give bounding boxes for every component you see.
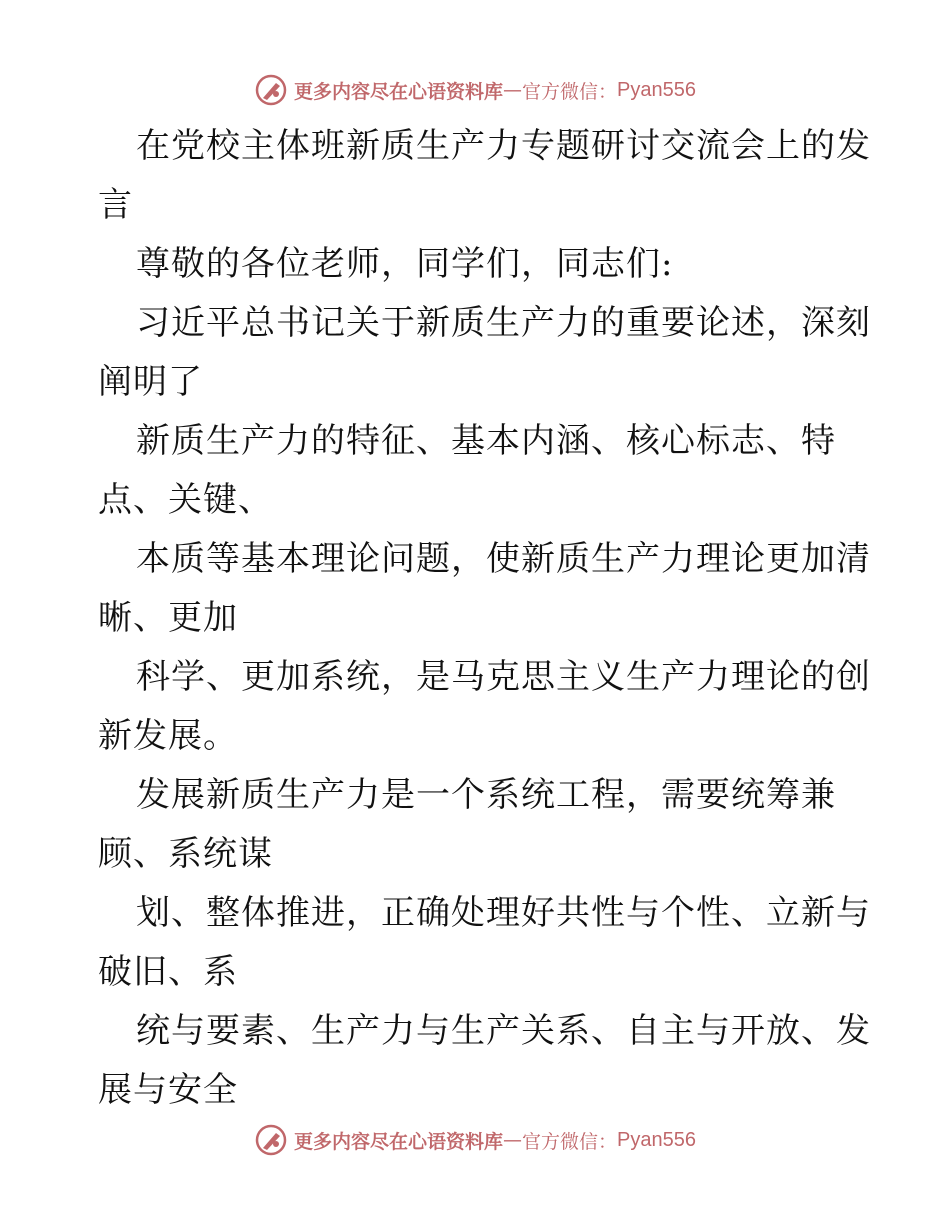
- footer-banner-text: 更多内容尽在心语资料库: [294, 1130, 504, 1153]
- header-wechat-label: 官方微信：: [522, 80, 618, 103]
- header-banner: [0, 70, 950, 110]
- body-line: 本质等基本理论问题，使新质生产力理论更加清: [136, 539, 871, 579]
- body-line: 发展新质生产力是一个系统工程，需要统筹兼: [136, 775, 836, 815]
- body-line: 点、关键、: [98, 480, 273, 520]
- title-line-2: 言: [98, 185, 133, 225]
- body-line: 晰、更加: [98, 598, 238, 638]
- body-line: 科学、更加系统，是马克思主义生产力理论的创: [136, 657, 871, 697]
- header-wechat-id: Pyan556: [617, 78, 696, 101]
- footer-banner: [0, 1120, 950, 1160]
- body-line: 统与要素、生产力与生产关系、自主与开放、发: [136, 1011, 871, 1051]
- document-body: [98, 117, 871, 1120]
- body-line: 破旧、系: [98, 952, 238, 992]
- body-line: 阐明了: [98, 362, 203, 402]
- pen-logo-icon: [254, 73, 288, 107]
- header-banner-separator: —: [503, 79, 523, 101]
- body-line: 习近平总书记关于新质生产力的重要论述，深刻: [136, 303, 871, 343]
- footer-wechat-label: 官方微信：: [522, 1130, 618, 1153]
- body-line: 划、整体推进，正确处理好共性与个性、立新与: [136, 893, 871, 933]
- body-line: 新发展。: [98, 716, 238, 756]
- body-line: 新质生产力的特征、基本内涵、核心标志、特: [136, 421, 836, 461]
- salutation-line: 尊敬的各位老师，同学们，同志们:: [136, 244, 674, 284]
- title-line-1: 在党校主体班新质生产力专题研讨交流会上的发: [136, 126, 871, 166]
- body-line: 展与安全: [98, 1070, 238, 1110]
- body-line: 顾、系统谋: [98, 834, 273, 874]
- footer-banner-separator: —: [503, 1129, 523, 1151]
- pen-logo-icon: [254, 1123, 288, 1157]
- footer-wechat-id: Pyan556: [617, 1128, 696, 1151]
- header-banner-text: 更多内容尽在心语资料库: [294, 80, 504, 103]
